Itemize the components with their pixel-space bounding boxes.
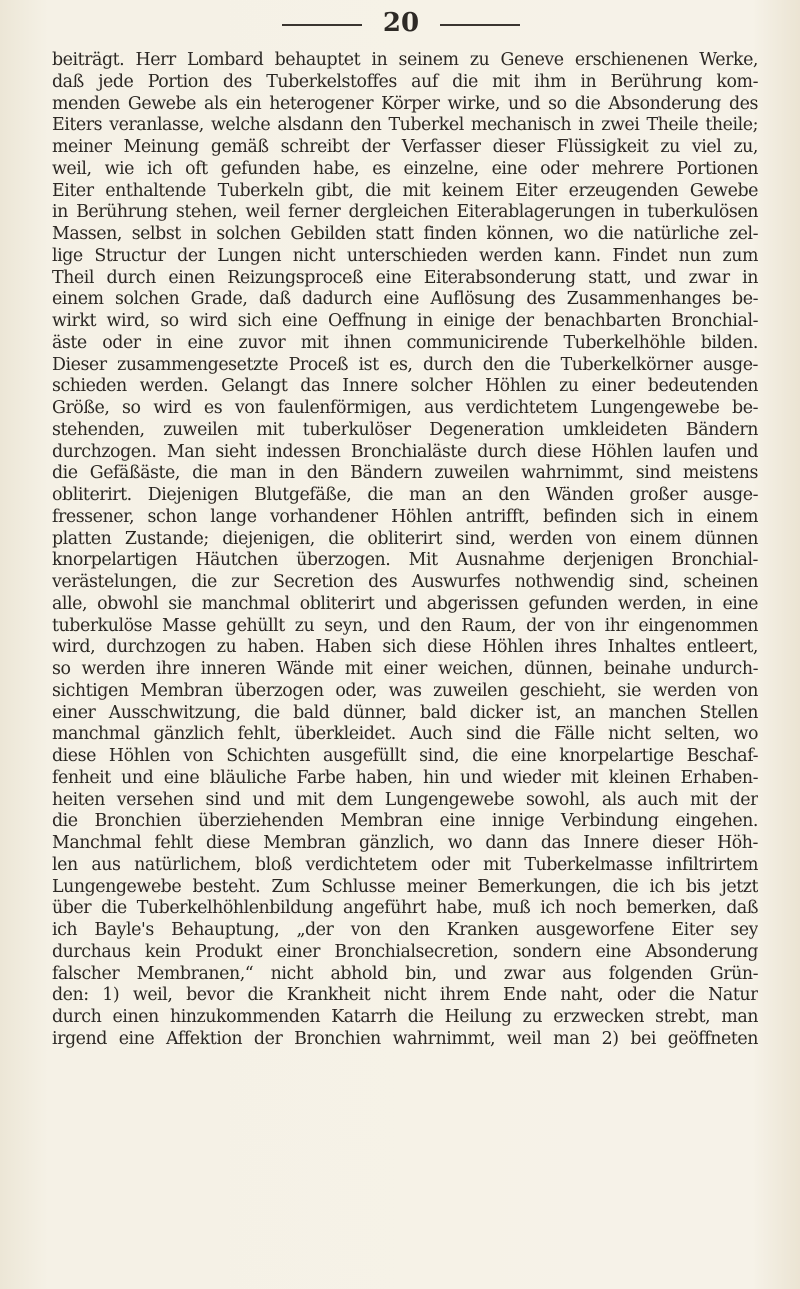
text-line: durchzogen. Man sieht indessen Bronchialäste durch diese Höhlen laufen und [52,441,758,462]
text-line: heiten versehen sind und mit dem Lungengewebe sowohl, als auch mit der [52,789,758,810]
text-line: lige Structur der Lungen nicht unterschieden werden kann. Findet nun zum [52,245,758,266]
text-line: einer Ausschwitzung, die bald dünner, bald dicker ist, an manchen Stellen [52,702,758,723]
page-number: 20 [382,8,420,38]
header-rule-right [440,24,520,26]
text-line: den: 1) weil, bevor die Krankheit nicht ihrem Ende naht, oder die Natur [52,985,758,1006]
text-line: Massen, selbst in solchen Gebilden statt finden können, wo die natürliche zel- [52,224,758,244]
text-line: Manchmal fehlt diese Membran gänzlich, wo dann das Innere dieser Höh- [52,833,758,853]
text-line: verästelungen, die zur Secretion des Auswurfes nothwendig sind, scheinen [52,572,758,592]
text-line: meiner Meinung gemäß schreibt der Verfasser dieser Flüssigkeit zu viel zu, [52,137,758,157]
text-line: fenheit und eine bläuliche Farbe haben, hin und wieder mit kleinen Erhaben- [52,767,758,788]
text-line: in Berührung stehen, weil ferner dergleichen Eiterablagerungen in tuberkulösen [52,202,758,223]
text-line: fressener, schon lange vorhandener Höhlen antrifft, befinden sich in einem [52,506,758,527]
text-line: Eiter enthaltende Tuberkeln gibt, die mit keinem Eiter erzeugenden Gewebe [52,180,758,201]
text-line: menden Gewebe als ein heterogener Körper wirke, und so die Absonderung des [52,93,758,114]
text-line: Größe, so wird es von faulenförmigen, aus verdichtetem Lungengewebe be- [52,398,758,418]
text-line: len aus natürlichem, bloß verdichtetem oder mit Tuberkelmasse infiltrirtem [52,854,758,875]
text-line: beiträgt. Herr Lombard behauptet in seinem zu Geneve erschienenen Werke, [52,50,758,70]
text-line: falscher Membranen,“ nicht abhold bin, und zwar aus folgenden Grün- [52,963,758,984]
header-rule-left [282,24,362,26]
text-line: durchaus kein Produkt einer Bronchialsecretion, sondern eine Absonderung [52,941,758,962]
text-line: daß jede Portion des Tuberkelstoffes auf die mit ihm in Berührung kom- [52,71,758,92]
text-line: wird, durchzogen zu haben. Haben sich diese Höhlen ihres Inhaltes entleert, [52,637,758,658]
text-line: ich Bayle's Behauptung, „der von den Kranken ausgeworfene Eiter sey [52,920,758,940]
text-line: wirkt wird, so wird sich eine Oeffnung in einige der benachbarten Bronchial- [52,311,758,331]
text-line: über die Tuberkelhöhlenbildung angeführt habe, muß ich noch bemerken, daß [52,898,758,919]
page-header [0,6,800,38]
text-line: Eiters veranlasse, welche alsdann den Tuberkel mechanisch in zwei Theile theile; [52,115,758,136]
text-line: die Gefäßäste, die man in den Bändern zuweilen wahrnimmt, sind meistens [52,463,758,484]
text-line: diese Höhlen von Schichten ausgefüllt sind, die eine knorpelartige Beschaf- [52,746,758,766]
body-text [52,50,758,1051]
text-line: schieden werden. Gelangt das Innere solcher Höhlen zu einer bedeutenden [52,376,758,397]
text-line: so werden ihre inneren Wände mit einer weichen, dünnen, beinahe undurch- [52,659,758,679]
text-line: Theil durch einen Reizungsproceß eine Eiterabsonderung statt, und zwar in [52,267,758,288]
text-line: obliterirt. Diejenigen Blutgefäße, die man an den Wänden großer ausge- [52,485,758,505]
text-line: Dieser zusammengesetzte Proceß ist es, durch den die Tuberkelkörner ausge- [52,354,758,375]
text-line: knorpelartigen Häutchen überzogen. Mit Ausnahme derjenigen Bronchial- [52,550,758,571]
text-line: einem solchen Grade, daß dadurch eine Auflösung des Zusammenhanges be- [52,289,758,310]
text-line: weil, wie ich oft gefunden habe, es einzelne, eine oder mehrere Portionen [52,158,758,179]
text-line: stehenden, zuweilen mit tuberkulöser Degeneration umkleideten Bändern [52,419,758,440]
text-line: alle, obwohl sie manchmal obliterirt und abgerissen gefunden werden, in eine [52,593,758,614]
text-line: die Bronchien überziehenden Membran eine innige Verbindung eingehen. [52,811,758,832]
text-line: Lungengewebe besteht. Zum Schlusse meiner Bemerkungen, die ich bis jetzt [52,876,758,897]
text-line: sichtigen Membran überzogen oder, was zuweilen geschieht, sie werden von [52,680,758,701]
text-line: irgend eine Affektion der Bronchien wahrnimmt, weil man 2) bei geöffneten [52,1028,758,1049]
text-line: platten Zustande; diejenigen, die obliterirt sind, werden von einem dünnen [52,528,758,549]
text-line: durch einen hinzukommenden Katarrh die Heilung zu erzwecken strebt, man [52,1007,758,1027]
text-line: tuberkulöse Masse gehüllt zu seyn, und den Raum, der von ihr eingenommen [52,615,758,636]
text-line: äste oder in eine zuvor mit ihnen communicirende Tuberkelhöhle bilden. [52,332,758,353]
text-line: manchmal gänzlich fehlt, überkleidet. Auch sind die Fälle nicht selten, wo [52,724,758,745]
